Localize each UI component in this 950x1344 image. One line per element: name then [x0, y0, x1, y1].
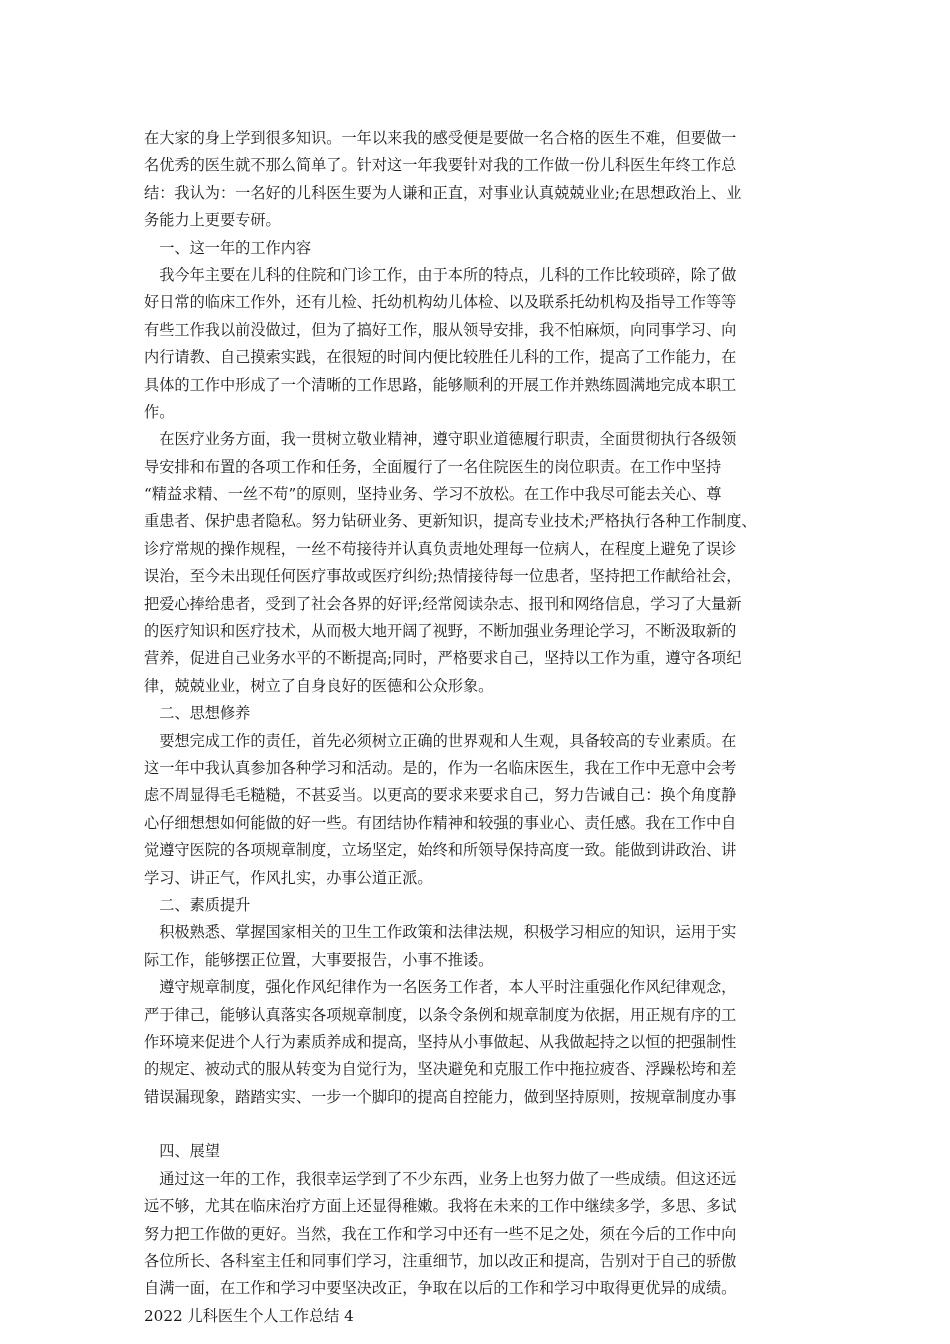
text-line: 的医疗知识和医疗技术，从而极大地开阔了视野，不断加强业务理论学习，不断汲取新的 [144, 622, 737, 641]
text-line: 作。 [144, 402, 175, 421]
text-line: 我今年主要在儿科的住院和门诊工作，由于本所的特点，儿科的工作比较琐碎，除了做 [144, 265, 737, 284]
text-line: 错误漏现象，踏踏实实、一步一个脚印的提高自控能力，做到坚持原则，按规章制度办事 [144, 1087, 737, 1106]
blank-line [144, 1111, 816, 1138]
text-line: 作环境来促进个人行为素质养成和提高，坚持从小事做起、从我做起持之以恒的把强制性 [144, 1032, 737, 1051]
text-line: 具体的工作中形成了一个清晰的工作思路，能够顺利的开展工作并熟练圆满地完成本职工 [144, 375, 737, 394]
text-line: 内行请教、自己摸索实践，在很短的时间内便比较胜任儿科的工作，提高了工作能力，在 [144, 348, 737, 367]
text-line: 2022 儿科医生个人工作总结 4 [144, 1306, 354, 1325]
text-line: 务能力上更要专研。 [144, 211, 281, 230]
text-line: 严于律己，能够认真落实各项规章制度，以条令条例和规章制度为依据，用正规有序的工 [144, 1005, 737, 1024]
document-body [144, 125, 816, 1330]
text-line: 际工作，能够摆正位置，大事要报告，小事不推诿。 [144, 950, 494, 969]
text-line: 把爱心捧给患者，受到了社会各界的好评;经常阅读杂志、报刊和网络信息，学习了大量新 [144, 594, 742, 613]
text-line: 的规定、被动式的服从转变为自觉行为，坚决避免和克服工作中拖拉疲沓、浮躁松垮和差 [144, 1060, 737, 1079]
text-line: 积极熟悉、掌握国家相关的卫生工作政策和法律法规，积极学习相应的知识，运用于实 [144, 923, 737, 942]
text-line: 误治，至今未出现任何医疗事故或医疗纠纷;热情接待每一位患者，坚持把工作献给社会， [144, 567, 742, 586]
text-line: 通过这一年的工作，我很幸运学到了不少东西，业务上也努力做了一些成绩。但这还远 [144, 1169, 737, 1188]
text-line: 好日常的临床工作外，还有儿检、托幼机构幼儿体检、以及联系托幼机构及指导工作等等 [144, 293, 737, 312]
text-line: 重患者、保护患者隐私。努力钻研业务、更新知识，提高专业技术;严格执行各种工作制度、 [144, 512, 757, 531]
text-line: 要想完成工作的责任，首先必须树立正确的世界观和人生观，具备较高的专业素质。在 [144, 731, 737, 750]
text-line: 学习、讲正气，作风扎实，办事公道正派。 [144, 868, 433, 887]
text-line: 各位所长、各科室主任和同事们学习，注重细节，加以改正和提高，告别对于自己的骄傲 [144, 1252, 737, 1271]
text-line: 远不够，尤其在临床治疗方面上还显得稚嫩。我将在未来的工作中继续多学，多思、多试 [144, 1197, 737, 1216]
text-line: 在医疗业务方面，我一贯树立敬业精神，遵守职业道德履行职责，全面贯彻执行各级领 [144, 430, 737, 449]
text-line: 导安排和布置的各项工作和任务，全面履行了一名住院医生的岗位职责。在工作中坚持 [144, 457, 722, 476]
text-line: 自满一面，在工作和学习中要坚决改正，争取在以后的工作和学习中取得更优异的成绩。 [144, 1279, 737, 1298]
text-line: 觉遵守医院的各项规章制度，立场坚定，始终和所领导保持高度一致。能做到讲政治、讲 [144, 841, 737, 860]
text-line: 二、素质提升 [144, 895, 251, 914]
text-line: 四、展望 [144, 1142, 220, 1161]
text-line: 营养，促进自己业务水平的不断提高;同时，严格要求自己，坚持以工作为重，遵守各项纪 [144, 649, 742, 668]
text-line: 名优秀的医生就不那么简单了。针对这一年我要针对我的工作做一份儿科医生年终工作总 [144, 156, 737, 175]
text-line: 一、这一年的工作内容 [144, 238, 312, 257]
text-line: 诊疗常规的操作规程，一丝不苟接待并认真负责地处理每一位病人，在程度上避免了误诊 [144, 539, 737, 558]
text-line: “精益求精、一丝不苟”的原则，坚持业务、学习不放松。在工作中我尽可能去关心、尊 [144, 485, 722, 504]
text-line: 在大家的身上学到很多知识。一年以来我的感受便是要做一名合格的医生不难，但要做一 [144, 129, 737, 147]
text-line: 二、思想修养 [144, 704, 251, 723]
text-line: 结：我认为：一名好的儿科医生要为人谦和正直，对事业认真兢兢业业;在思想政治上、业 [144, 183, 742, 202]
text-line: 虑不周显得毛毛糙糙，不甚妥当。以更高的要求来要求自己，努力告诫自己：换个角度静 [144, 786, 737, 805]
text-line: 心仔细想想如何能做的好一些。有团结协作精神和较强的事业心、责任感。我在工作中自 [144, 813, 737, 832]
text-line: 这一年中我认真参加各种学习和活动。是的，作为一名临床医生，我在工作中无意中会考 [144, 758, 737, 777]
text-line: 律，兢兢业业，树立了自身良好的医德和公众形象。 [144, 676, 494, 695]
text-line: 努力把工作做的更好。当然，我在工作和学习中还有一些不足之处，须在今后的工作中向 [144, 1224, 737, 1243]
text-line: 遵守规章制度，强化作风纪律作为一名医务工作者，本人平时注重强化作风纪律观念， [144, 978, 737, 997]
text-line: 有些工作我以前没做过，但为了搞好工作，服从领导安排，我不怕麻烦，向同事学习、向 [144, 320, 737, 339]
